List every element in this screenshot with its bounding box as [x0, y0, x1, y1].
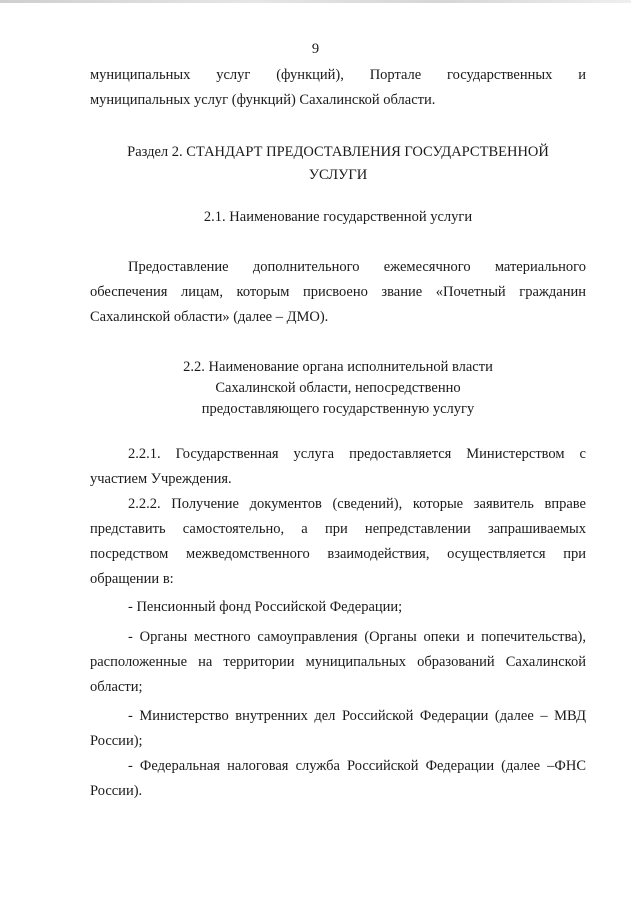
- section-title-line-1: Раздел 2. СТАНДАРТ ПРЕДОСТАВЛЕНИЯ ГОСУДАРСТВЕННОЙ: [127, 144, 549, 160]
- paragraph-2-2-2-line-1: 2.2.2. Получение документов (сведений), которые заявитель вправе: [128, 496, 586, 512]
- paragraph-2-1-line-3: Сахалинской области» (далее – ДМО).: [90, 309, 329, 325]
- list-item-fns-line-1: - Федеральная налоговая служба Российской Федерации (далее –ФНС: [128, 758, 586, 774]
- subsection-2-2-heading-line-1: 2.2. Наименование органа исполнительной власти: [183, 359, 493, 375]
- list-item-local-government-line-3: области;: [90, 679, 143, 695]
- paragraph-2-2-2-line-4: обращении в:: [90, 571, 174, 587]
- list-item-pension-fund: - Пенсионный фонд Российской Федерации;: [128, 599, 403, 615]
- scan-top-edge: [0, 0, 631, 3]
- paragraph-2-1-line-2: обеспечения лицам, которым присвоено звание «Почетный гражданин: [90, 284, 586, 300]
- subsection-2-1-heading: 2.1. Наименование государственной услуги: [203, 209, 473, 225]
- page-number: 9: [311, 41, 320, 57]
- list-item-local-government-line-1: - Органы местного самоуправления (Органы опеки и попечительства),: [128, 629, 586, 645]
- list-item-mvd-line-1: - Министерство внутренних дел Российской Федерации (далее – МВД: [128, 708, 586, 724]
- carry-over-line-1: муниципальных услуг (функций), Портале государственных и: [90, 67, 586, 83]
- paragraph-2-2-2-line-2: представить самостоятельно, а при непредставлении запрашиваемых: [90, 521, 586, 537]
- list-item-local-government-line-2: расположенные на территории муниципальных образований Сахалинской: [90, 654, 586, 670]
- section-title-line-2: УСЛУГИ: [308, 167, 368, 183]
- list-item-mvd-line-2: России);: [90, 733, 143, 749]
- paragraph-2-2-1-line-1: 2.2.1. Государственная услуга предоставляется Министерством с: [128, 446, 586, 462]
- paragraph-2-1-line-1: Предоставление дополнительного ежемесячного материального: [128, 259, 586, 275]
- subsection-2-2-heading-line-2: Сахалинской области, непосредственно: [215, 380, 461, 396]
- subsection-2-2-heading-line-3: предоставляющего государственную услугу: [201, 401, 475, 417]
- carry-over-line-2: муниципальных услуг (функций) Сахалинской области.: [90, 92, 436, 108]
- paragraph-2-2-2-line-3: посредством межведомственного взаимодействия, осуществляется при: [90, 546, 586, 562]
- paragraph-2-2-1-line-2: участием Учреждения.: [90, 471, 232, 487]
- list-item-fns-line-2: России).: [90, 783, 143, 799]
